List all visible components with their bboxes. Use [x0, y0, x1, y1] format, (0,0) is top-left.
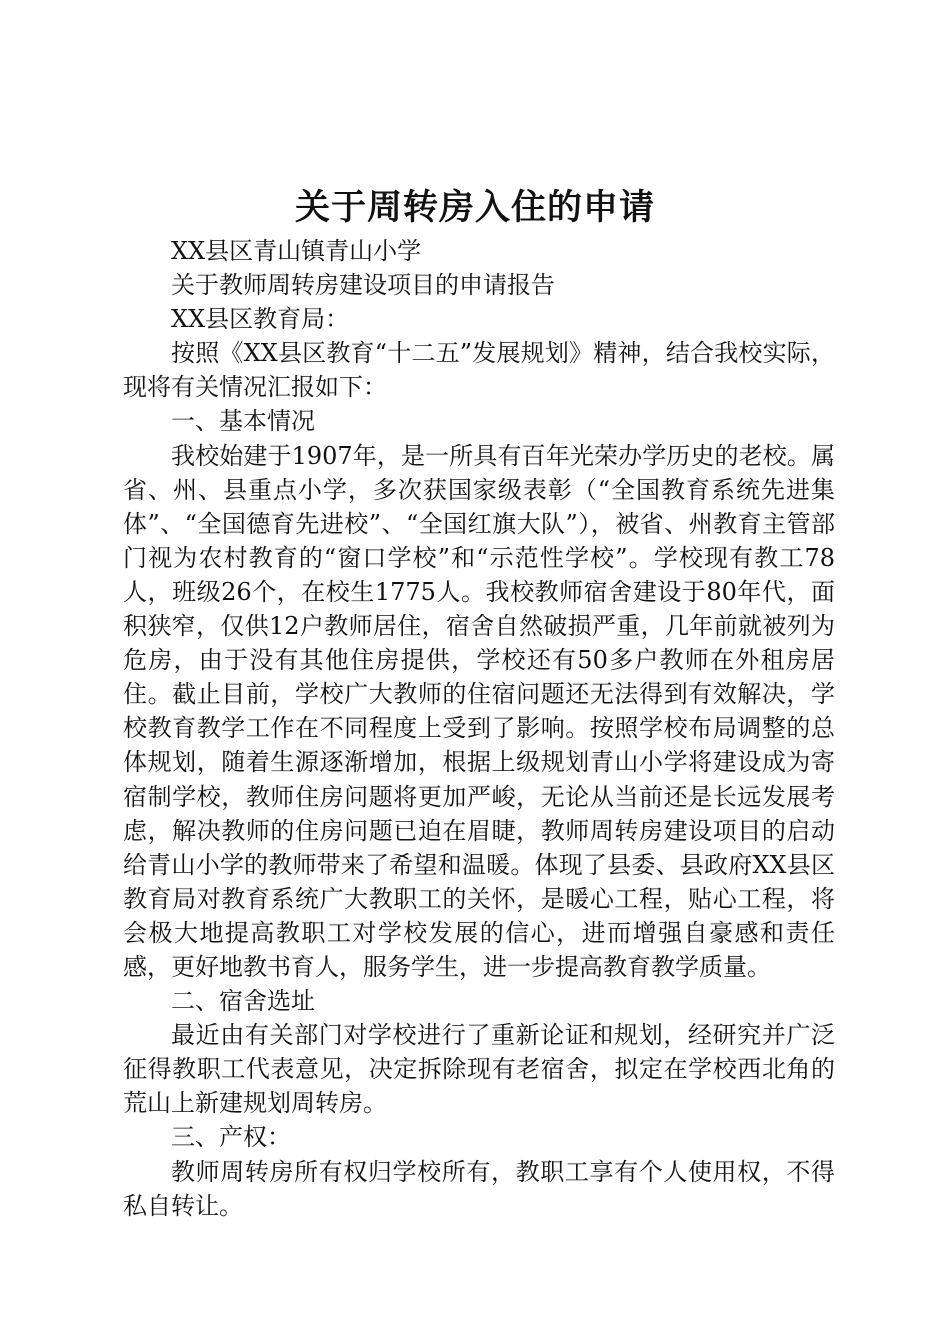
property-paragraph: 教师周转房所有权归学校所有，教职工享有个人使用权，不得私自转让。: [123, 1157, 835, 1220]
section-heading-property: 三、产权：: [171, 1123, 291, 1152]
addressee-line: XX县区教育局：: [171, 305, 350, 334]
document-title: 关于周转房入住的申请: [294, 188, 655, 228]
document-body: [123, 234, 835, 1223]
intro-paragraph: 按照《XX县区教育“十二五”发展规划》精神，结合我校实际，现将有关情况汇报如下：: [123, 339, 835, 402]
school-name-line: XX县区青山镇青山小学: [171, 237, 422, 265]
report-title-line: 关于教师周转房建设项目的申请报告: [171, 271, 555, 300]
basic-situation-paragraph: 我校始建于1907年，是一所具有百年光荣办学历史的老校。属省、州、县重点小学，多次获国家级表彰（“全国教育系统先进集体”、“全国德育先进校”、“全国红旗大队”），被省、州教育主管部门视为农村教育的“窗口学校”和“示范性学校”。学校现有教工78人，班级26个，在校生1775人。我校教师宿舍建设于80年代，面积狭窄，仅供12户教师居住，宿舍自然破损严重，几年前就被列为危房，由于没有其他住房提供，学校还有50多户教师在外租房居住。截止目前，学校广大教师的住宿问题还无法得到有效解决，学校教育教学工作在不同程度上受到了影响。按照学校布局调整的总体规划，随着生源逐渐增加，根据上级规划青山小学将建设成为寄宿制学校，教师住房问题将更加严峻，无论从当前还是长远发展考虑，解决教师的住房问题已迫在眉睫，教师周转房建设项目的启动给青山小学的教师带来了希望和温暖。体现了县委、县政府XX县区教育局对教育系统广大教职工的关怀，是暖心工程，贴心工程，将会极大地提高教职工对学校发展的信心，进而增强自豪感和责任感，更好地教书育人，服务学生，进一步提高教育教学质量。: [123, 441, 835, 981]
site-paragraph: 最近由有关部门对学校进行了重新论证和规划，经研究并广泛征得教职工代表意见，决定拆除现有老宿舍，拟定在学校西北角的荒山上新建规划周转房。: [123, 1021, 835, 1118]
section-heading-site: 二、宿舍选址: [171, 987, 315, 1016]
section-heading-basic: 一、基本情况: [171, 407, 315, 436]
